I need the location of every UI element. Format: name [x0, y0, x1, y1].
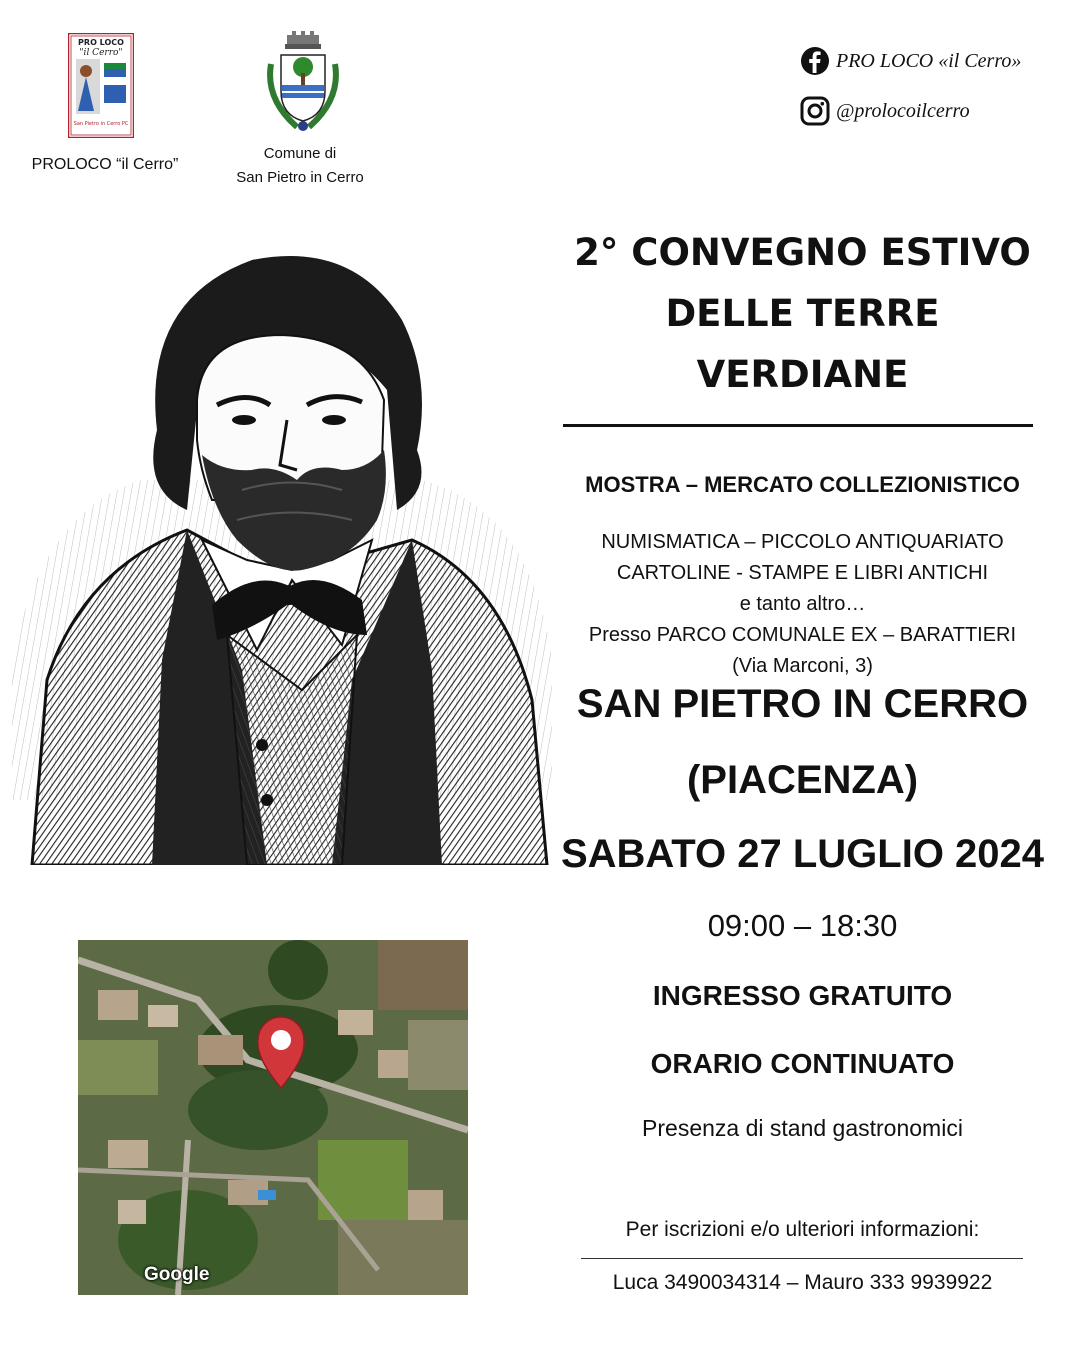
event-title	[545, 222, 1060, 405]
event-subheading: MOSTRA – MERCATO COLLEZIONISTICO	[585, 472, 1020, 497]
schedule-info: ORARIO CONTINUATO	[650, 1048, 955, 1079]
event-hours: 09:00 – 18:30	[707, 908, 898, 943]
event-province: (PIACENZA)	[686, 758, 919, 802]
address-line: (Via Marconi, 3)	[732, 655, 873, 677]
event-date: SABATO 27 LUGLIO 2024	[560, 832, 1045, 876]
instagram-icon	[800, 96, 830, 126]
event-place: SAN PIETRO IN CERRO	[576, 682, 1029, 726]
proloco-caption: PROLOCO “il Cerro”	[31, 156, 179, 173]
svg-text:PRO LOCO: PRO LOCO	[78, 38, 124, 47]
svg-text:"il Cerro": "il Cerro"	[79, 48, 123, 58]
item-line: CARTOLINE - STAMPE E LIBRI ANTICHI	[616, 562, 989, 584]
item-line: e tanto altro…	[739, 593, 866, 615]
comune-caption	[210, 142, 390, 190]
contacts-divider	[581, 1258, 1023, 1259]
google-attribution: Google	[144, 1264, 210, 1285]
comune-caption-line2: San Pietro in Cerro	[236, 169, 364, 186]
entry-info: INGRESSO GRATUITO	[652, 980, 953, 1011]
comune-caption-line1: Comune di	[263, 145, 337, 162]
contacts-line: Luca 3490034314 – Mauro 333 9939922	[612, 1271, 993, 1294]
info-heading: Per iscrizioni e/o ulteriori informazioni:	[625, 1218, 980, 1241]
verdi-portrait	[12, 240, 552, 865]
facebook-link[interactable]	[800, 44, 1050, 78]
title-line-3: VERDIANE	[696, 353, 909, 396]
instagram-label: @prolocoilcerro	[836, 99, 970, 122]
facebook-label: PRO LOCO «il Cerro»	[836, 49, 1022, 72]
venue-line: Presso PARCO COMUNALE EX – BARATTIERI	[588, 624, 1017, 646]
comune-crest	[261, 29, 345, 135]
title-divider	[563, 424, 1033, 427]
proloco-logo	[68, 33, 134, 138]
food-stands-info: Presenza di stand gastronomici	[642, 1115, 963, 1141]
location-map[interactable]	[78, 940, 468, 1295]
svg-text:San Pietro in Cerro PC: San Pietro in Cerro PC	[73, 121, 129, 127]
title-line-2: DELLE TERRE	[665, 292, 940, 335]
instagram-link[interactable]	[800, 94, 1050, 128]
facebook-icon	[800, 46, 830, 76]
event-items	[545, 527, 1060, 682]
title-line-1: 2° CONVEGNO ESTIVO	[574, 231, 1031, 274]
item-line: NUMISMATICA – PICCOLO ANTIQUARIATO	[601, 531, 1004, 553]
